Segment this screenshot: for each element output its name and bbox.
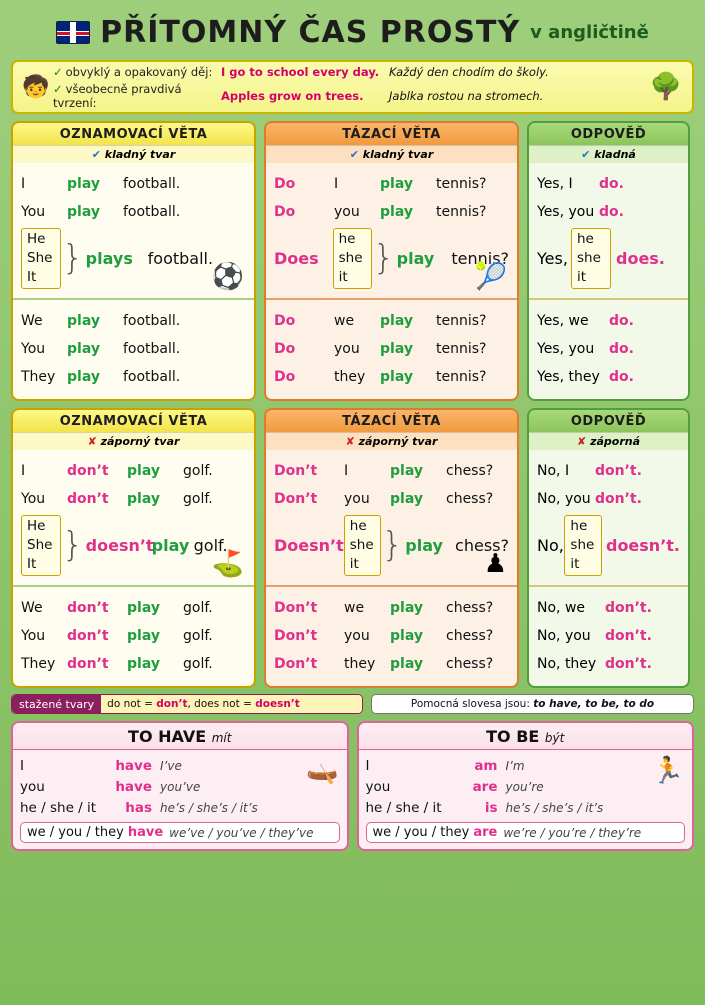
red-cross-icon: ✘ xyxy=(345,435,355,448)
table-row: Do we play tennis? xyxy=(274,313,487,329)
red-cross-icon: ✘ xyxy=(577,435,587,448)
title-bar xyxy=(11,10,694,54)
boy-icon: 🧒 xyxy=(22,74,50,100)
pronoun-box: he she it xyxy=(344,515,381,576)
contractions-strip xyxy=(11,694,363,714)
table-row: Do they play tennis? xyxy=(274,369,487,385)
panel-subheader: ✘ záporný tvar xyxy=(13,432,254,450)
table-row: he / she / it is he’s / she’s / it’s xyxy=(365,799,604,816)
singular-section xyxy=(266,163,517,298)
page-subtitle: v angličtině xyxy=(530,21,649,43)
pronoun-group-row: He She It } doesn’t play golf. xyxy=(21,513,246,577)
table-row: Don’t I play chess? xyxy=(274,463,494,479)
pronoun-box: he she it xyxy=(564,515,602,576)
to-be-card xyxy=(357,721,695,851)
singular-section xyxy=(13,163,254,298)
panel-header: ODPOVĚĎ xyxy=(529,123,688,145)
negative-grid xyxy=(11,408,694,695)
notes-strips xyxy=(11,694,694,714)
pronoun-group-row: Yes, he she it does. xyxy=(537,226,680,290)
table-row: I have I’ve xyxy=(20,757,182,774)
football-icon: ⚽ xyxy=(211,262,244,292)
table-row: Yes, they do. xyxy=(537,369,634,385)
intro-label: obvyklý a opakovaný děj: xyxy=(65,64,213,79)
panel-header: ODPOVĚĎ xyxy=(529,410,688,432)
red-cross-icon: ✘ xyxy=(87,435,97,448)
golf-icon: ⛳ xyxy=(211,549,244,579)
pronoun-group-row: Does he she it } play tennis? xyxy=(274,226,509,290)
intro-czech: Jablka rostou na stromech. xyxy=(389,88,544,103)
table-row: you are you’re xyxy=(365,778,544,795)
plural-section xyxy=(266,585,517,686)
check-icon: ✓ xyxy=(53,81,63,96)
negative-question-block xyxy=(264,408,519,695)
plural-section xyxy=(529,298,688,399)
blue-check-icon: ✔ xyxy=(91,148,101,161)
table-row: No, we don’t. xyxy=(537,600,652,616)
table-row: Do you play tennis? xyxy=(274,341,487,357)
negative-statement-block xyxy=(11,408,256,695)
intro-row xyxy=(53,82,646,110)
plural-section xyxy=(266,298,517,399)
brace-icon: } xyxy=(62,238,84,278)
singular-section xyxy=(13,450,254,585)
table-row: They don’t play golf. xyxy=(21,656,213,672)
tree-icon: 🌳 xyxy=(649,72,683,102)
panel-subheader: ✔ kladný tvar xyxy=(13,145,254,163)
pronoun-box: He She It xyxy=(21,228,61,289)
table-row: No, they don’t. xyxy=(537,656,652,672)
plural-section xyxy=(13,585,254,686)
pronoun-group-row: No, he she it doesn’t. xyxy=(537,513,680,577)
brace-icon: } xyxy=(62,525,84,565)
plural-section xyxy=(13,298,254,399)
panel-subheader: ✔ kladný tvar xyxy=(266,145,517,163)
to-have-card xyxy=(11,721,349,851)
table-row: No, I don’t. xyxy=(537,463,642,479)
plural-section xyxy=(529,585,688,686)
table-row: You play football. xyxy=(21,204,181,220)
singular-section xyxy=(529,163,688,298)
table-row: Yes, we do. xyxy=(537,313,634,329)
table-row: You don’t play golf. xyxy=(21,628,213,644)
table-row: Don’t we play chess? xyxy=(274,600,494,616)
pronoun-group-row: Doesn’t he she it } play chess? xyxy=(274,513,509,577)
tennis-icon: 🎾 xyxy=(474,262,507,292)
table-row: Don’t they play chess? xyxy=(274,656,494,672)
table-row: Yes, I do. xyxy=(537,176,624,192)
blue-check-icon: ✔ xyxy=(581,148,591,161)
positive-answer-block xyxy=(527,121,690,408)
table-row: No, you don’t. xyxy=(537,491,642,507)
positive-statement-panel xyxy=(11,121,256,401)
check-icon: ✓ xyxy=(53,64,63,79)
positive-question-block xyxy=(264,121,519,408)
table-row: You don’t play golf. xyxy=(21,491,213,507)
negative-answer-panel xyxy=(527,408,690,688)
panel-header: TÁZACÍ VĚTA xyxy=(266,123,517,145)
positive-statement-block xyxy=(11,121,256,408)
intro-czech: Každý den chodím do školy. xyxy=(389,64,549,79)
negative-answer-block xyxy=(527,408,690,695)
verb-card-title: TO BE být xyxy=(359,723,693,750)
singular-section xyxy=(529,450,688,585)
table-row: We play football. xyxy=(21,313,181,329)
table-row: Don’t you play chess? xyxy=(274,491,494,507)
helpers-value: to have, to be, to do xyxy=(533,698,655,710)
pronoun-box: he she it xyxy=(333,228,372,289)
page-title: PŘÍTOMNÝ ČAS PROSTÝ xyxy=(100,14,521,50)
verb-card-title: TO HAVE mít xyxy=(13,723,347,750)
positive-answer-panel xyxy=(527,121,690,401)
pronoun-group-row: He She It } plays football. xyxy=(21,226,246,290)
panel-header: TÁZACÍ VĚTA xyxy=(266,410,517,432)
table-row: he / she / it has he’s / she’s / it’s xyxy=(20,799,258,816)
panel-header: OZNAMOVACÍ VĚTA xyxy=(13,123,254,145)
chess-icon: ♟ xyxy=(483,549,507,579)
table-row-plural: we / you / they are we’re / you’re / they’re xyxy=(366,822,686,843)
positive-question-panel xyxy=(264,121,519,401)
table-row: They play football. xyxy=(21,369,181,385)
blue-check-icon: ✔ xyxy=(349,148,359,161)
table-row: you have you’ve xyxy=(20,778,201,795)
helpers-label: Pomocná slovesa jsou: xyxy=(410,698,530,710)
negative-question-panel xyxy=(264,408,519,688)
intro-band xyxy=(11,60,694,114)
table-row: You play football. xyxy=(21,341,181,357)
pronoun-box: he she it xyxy=(571,228,611,289)
panel-subheader: ✔ kladná xyxy=(529,145,688,163)
negative-statement-panel xyxy=(11,408,256,688)
positive-grid xyxy=(11,121,694,408)
intro-english: I go to school every day. xyxy=(221,64,380,79)
table-row: I am I’m xyxy=(365,757,525,774)
table-row: Do I play tennis? xyxy=(274,176,487,192)
table-row: Don’t you play chess? xyxy=(274,628,494,644)
table-row: I play football. xyxy=(21,176,181,192)
table-row: Yes, you do. xyxy=(537,341,634,357)
intro-label: všeobecně pravdivá tvrzení: xyxy=(53,81,182,110)
contractions-value: do not = don’t , does not = doesn’t xyxy=(101,695,362,713)
brace-icon: } xyxy=(381,525,404,565)
table-row: I don’t play golf. xyxy=(21,463,213,479)
intro-english: Apples grow on trees. xyxy=(221,88,364,103)
verb-cards xyxy=(11,721,694,851)
table-row: Yes, you do. xyxy=(537,204,624,220)
helpers-strip xyxy=(371,694,694,714)
table-row-plural: we / you / they have we’ve / you’ve / they’ve xyxy=(20,822,340,843)
contractions-tag: stažené tvary xyxy=(12,695,101,713)
panel-subheader: ✘ záporný tvar xyxy=(266,432,517,450)
brace-icon: } xyxy=(372,238,395,278)
intro-rows xyxy=(53,65,646,110)
intro-row xyxy=(53,65,646,79)
runner-icon: 🏃 xyxy=(651,756,684,786)
kayak-icon: 🛶 xyxy=(306,756,339,786)
panel-subheader: ✘ záporná xyxy=(529,432,688,450)
pronoun-box: He She It xyxy=(21,515,61,576)
singular-section xyxy=(266,450,517,585)
table-row: Do you play tennis? xyxy=(274,204,487,220)
table-row: We don’t play golf. xyxy=(21,600,213,616)
table-row: No, you don’t. xyxy=(537,628,652,644)
uk-flag-icon xyxy=(56,21,90,44)
panel-header: OZNAMOVACÍ VĚTA xyxy=(13,410,254,432)
